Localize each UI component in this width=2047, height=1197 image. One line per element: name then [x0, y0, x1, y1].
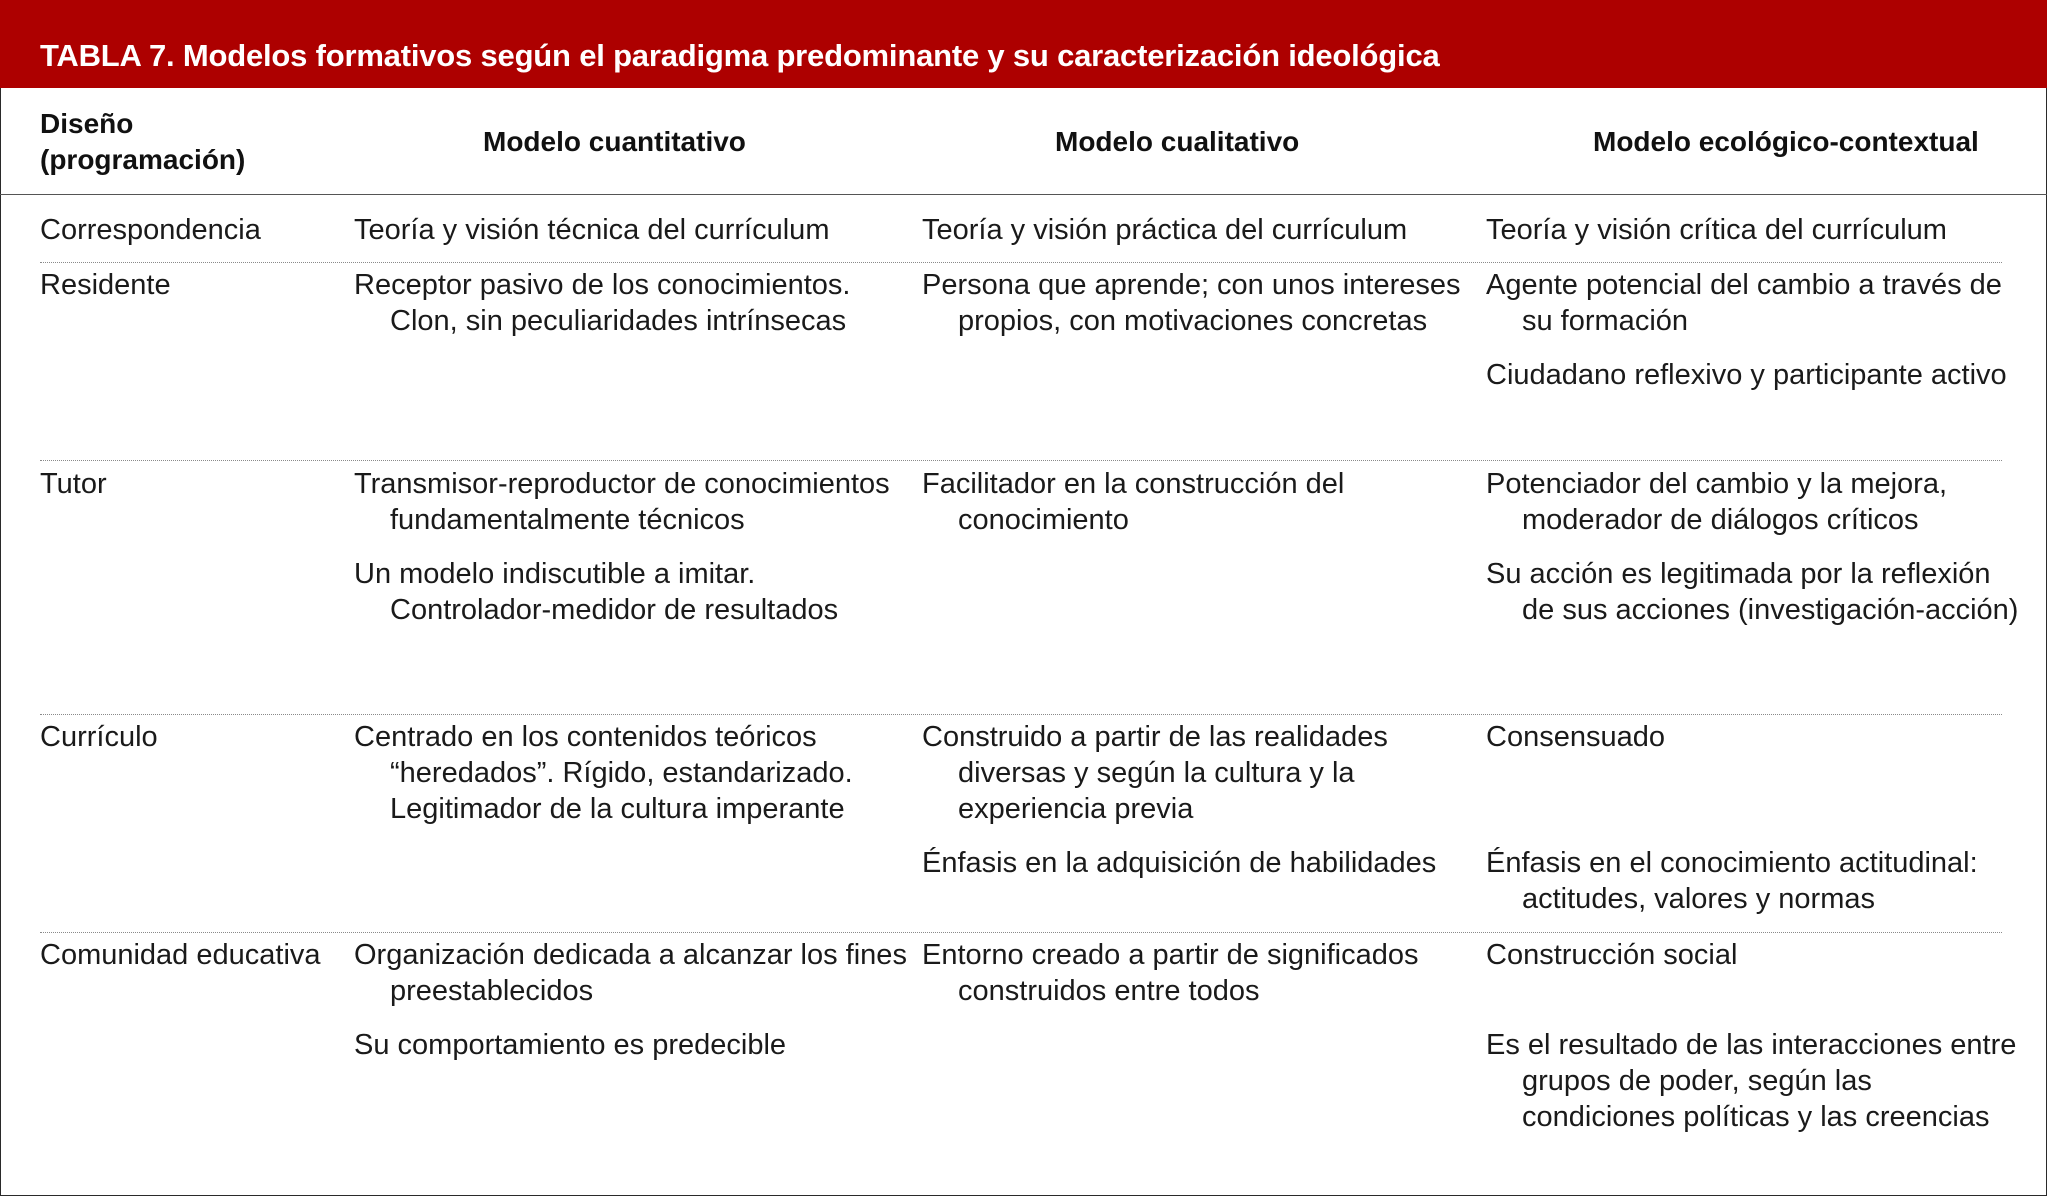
row-divider — [40, 714, 2002, 715]
header-cuantitativo: Modelo cuantitativo — [483, 126, 746, 157]
cell-cuantitativo — [354, 937, 914, 1081]
cell-cualitativo — [922, 267, 1477, 357]
cell-cualitativo — [922, 719, 1477, 899]
header-design-line1: Diseño — [40, 108, 134, 139]
cell-text: Énfasis en la adquisición de habilidades — [922, 847, 1437, 879]
header-cualitativo: Modelo cualitativo — [1055, 126, 1300, 157]
cell-ecologico — [1486, 466, 2021, 646]
row-label: Comunidad educativa — [40, 939, 321, 971]
row-label: Residente — [40, 269, 171, 301]
cell-text: Su comportamiento es predecible — [354, 1029, 787, 1061]
cell-text: Organización dedicada a alcanzar los fines preestablecidos — [354, 939, 907, 1007]
header-design — [40, 106, 340, 178]
table-title: TABLA 7. Modelos formativos según el paradigma predominante y su caracterización ideológica — [40, 38, 1440, 73]
cell-cualitativo — [922, 466, 1477, 556]
cell-ecologico — [1486, 267, 2021, 411]
cell-ecologico — [1486, 212, 2021, 266]
row-label: Tutor — [40, 468, 107, 500]
cell-text: Consensuado — [1486, 721, 1665, 753]
cell-text: Facilitador en la construcción del conocimiento — [922, 468, 1345, 536]
row-label: Currículo — [40, 721, 158, 753]
cell-text: Centrado en los contenidos teóricos “heredados”. Rígido, estandarizado. Legitimador de la cultura imperante — [354, 721, 853, 825]
row-divider — [40, 932, 2002, 933]
cell-text: Teoría y visión técnica del currículum — [354, 214, 830, 246]
cell-ecologico — [1486, 719, 2021, 935]
cell-cuantitativo — [354, 212, 914, 266]
cell-ecologico — [1486, 937, 2021, 1153]
cell-text: Receptor pasivo de los conocimientos. Clon, sin peculiaridades intrínsecas — [354, 269, 851, 337]
table-title-bar — [0, 0, 2047, 88]
cell-cualitativo — [922, 212, 1477, 266]
header-ecologico: Modelo ecológico-contextual — [1593, 126, 1979, 157]
header-design-line2: (programación) — [40, 144, 246, 175]
cell-text: Es el resultado de las interacciones entre grupos de poder, según las condiciones políticas y las creencias — [1486, 1029, 2017, 1133]
row-divider — [40, 460, 2002, 461]
cell-text: Transmisor-reproductor de conocimientos fundamentalmente técnicos — [354, 468, 890, 536]
cell-cuantitativo — [354, 267, 914, 357]
cell-text: Construido a partir de las realidades diversas y según la cultura y la experiencia previa — [922, 721, 1388, 825]
cell-text: Persona que aprende; con unos intereses propios, con motivaciones concretas — [922, 269, 1461, 337]
cell-cuantitativo — [354, 719, 914, 845]
cell-cuantitativo — [354, 466, 914, 646]
cell-text: Agente potencial del cambio a través de su formación — [1486, 269, 2002, 337]
cell-text: Su acción es legitimada por la reflexión de sus acciones (investigación-acción) — [1486, 558, 2019, 626]
cell-cualitativo — [922, 937, 1477, 1027]
cell-text: Potenciador del cambio y la mejora, moderador de diálogos críticos — [1486, 468, 1948, 536]
table-header — [0, 88, 2047, 195]
cell-text: Entorno creado a partir de significados construidos entre todos — [922, 939, 1419, 1007]
cell-text: Énfasis en el conocimiento actitudinal: actitudes, valores y normas — [1486, 847, 1978, 915]
cell-text: Construcción social — [1486, 939, 1738, 971]
row-divider — [40, 262, 2002, 263]
cell-text: Teoría y visión práctica del currículum — [922, 214, 1408, 246]
cell-text: Ciudadano reflexivo y participante activo — [1486, 359, 2007, 391]
cell-text: Un modelo indiscutible a imitar. Controlador-medidor de resultados — [354, 558, 839, 626]
row-label: Correspondencia — [40, 214, 261, 246]
cell-text: Teoría y visión crítica del currículum — [1486, 214, 1947, 246]
